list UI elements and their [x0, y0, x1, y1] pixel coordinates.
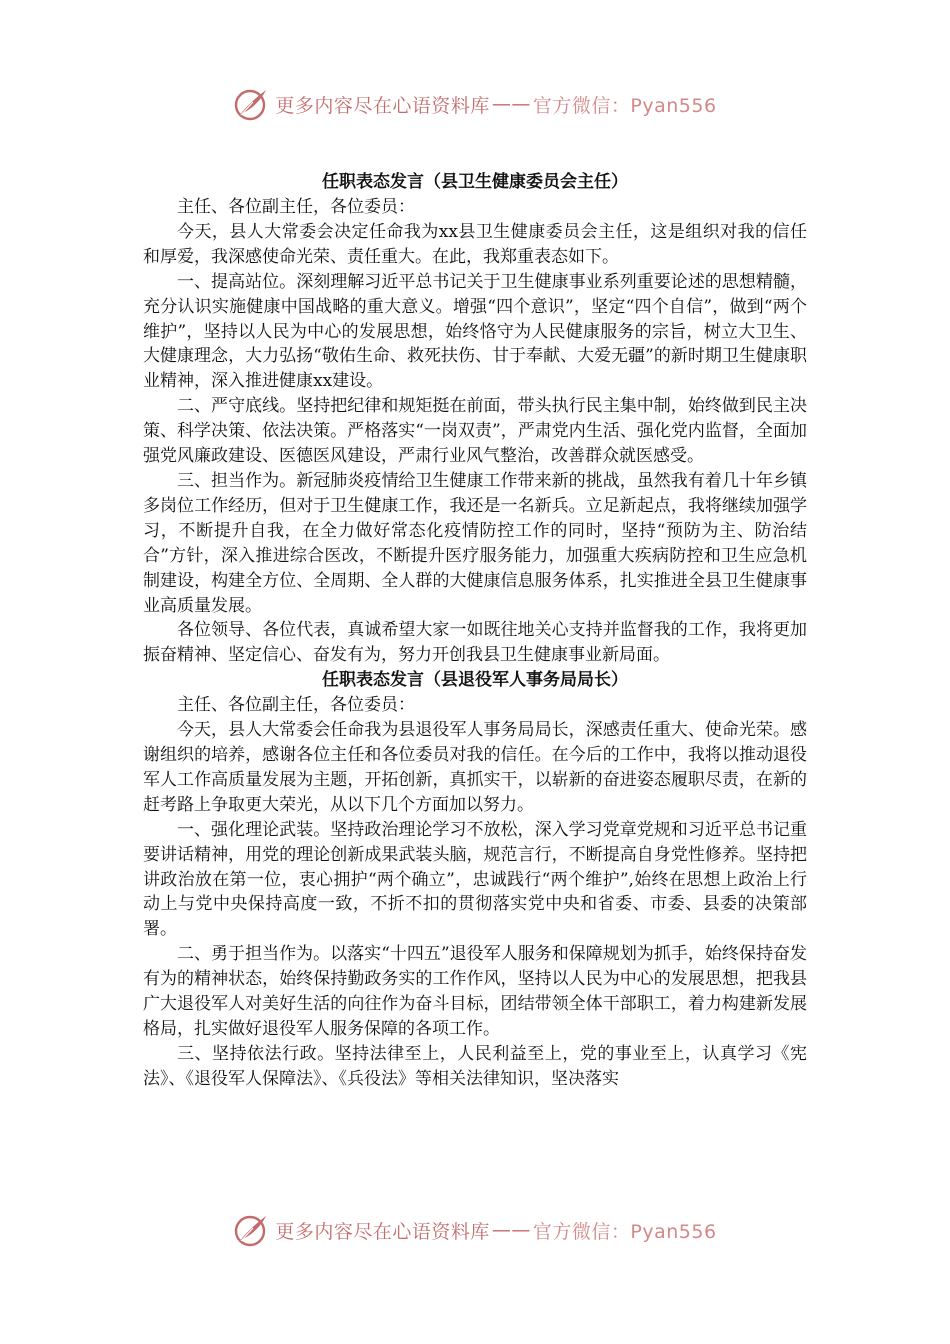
banner-contact-text: 官方微信：Pyan556 [532, 1220, 717, 1243]
document-body [143, 170, 807, 1092]
paragraph: 主任、各位副主任，各位委员： [177, 197, 415, 217]
banner-brand-text: 更多内容尽在心语资料库 [275, 94, 490, 117]
paragraph: 各位领导、各位代表，真诚希望大家一如既往地关心支持并监督我的工作，我将更加振奋精神、坚定信心、奋发有为，努力开创我县卫生健康事业新局面。 [143, 620, 807, 666]
banner-contact-text: 官方微信：Pyan556 [532, 94, 717, 117]
paragraph: 二、勇于担当作为。以落实“十四五”退役军人服务和保障规划为抓手，始终保持奋发有为的精神状态，始终保持勤政务实的工作作风，坚持以人民为中心的发展思想，把我县广大退役军人对美好生活的向往作为奋斗目标，团结带领全体干部职工，着力构建新发展格局，扎实做好退役军人服务保障的各项工作。 [143, 944, 807, 1039]
footer-banner [0, 1210, 950, 1250]
banner-separator: —— [491, 93, 531, 115]
paragraph: 今天，县人大常委会任命我为县退役军人事务局局长，深感责任重大、使命光荣。感谢组织的培养，感谢各位主任和各位委员对我的信任。在今后的工作中，我将以推动退役军人工作高质量发展为主题，开拓创新，真抓实干，以崭新的奋进姿态履职尽责，在新的赶考路上争取更大荣光，从以下几个方面加以努力。 [143, 720, 807, 815]
banner-brand-text: 更多内容尽在心语资料库 [275, 1220, 490, 1243]
paragraph: 一、提高站位。深刻理解习近平总书记关于卫生健康事业系列重要论述的思想精髓，充分认识实施健康中国战略的重大意义。增强“四个意识”，坚定“四个自信”，做到“两个维护”，坚持以人民为中心的发展思想，始终恪守为人民健康服务的宗旨，树立大卫生、大健康理念，大力弘扬“敬佑生命、救死扶伤、甘于奉献、大爱无疆”的新时期卫生健康职业精神，深入推进健康xx建设。 [143, 271, 807, 392]
paragraph: 三、坚持依法行政。坚持法律至上，人民利益至上，党的事业至上，认真学习《宪法》、《退役军人保障法》、《兵役法》等相关法律知识，坚决落实 [143, 1043, 807, 1089]
section-title: 任职表态发言（县卫生健康委员会主任） [322, 172, 628, 192]
quill-logo-icon [233, 1212, 269, 1248]
paragraph: 一、强化理论武装。坚持政治理论学习不放松，深入学习党章党规和习近平总书记重要讲话精神，用党的理论创新成果武装头脑，规范言行，不断提高自身党性修养。坚持把讲政治放在第一位，衷心拥护“两个确立”，忠诚践行“两个维护”,始终在思想上政治上行动上与党中央保持高度一致，不折不扣的贯彻落实党中央和省委、市委、县委的决策部署。 [143, 819, 807, 940]
banner-separator: —— [491, 1219, 531, 1241]
header-banner [0, 84, 950, 124]
speech-section-health [143, 170, 807, 668]
paragraph: 三、担当作为。新冠肺炎疫情给卫生健康工作带来新的挑战，虽然我有着几十年乡镇多岗位工作经历，但对于卫生健康工作，我还是一名新兵。立足新起点，我将继续加强学习，不断提升自我，在全力做好常态化疫情防控工作的同时，坚持“预防为主、防治结合”方针，深入推进综合医改，不断提升医疗服务能力，加强重大疾病防控和卫生应急机制建设，构建全方位、全周期、全人群的大健康信息服务体系，扎实推进全县卫生健康事业高质量发展。 [143, 470, 807, 616]
quill-logo-icon [233, 86, 269, 122]
section-title: 任职表态发言（县退役军人事务局局长） [322, 670, 628, 691]
paragraph: 主任、各位副主任，各位委员： [177, 695, 415, 716]
speech-section-veterans [143, 668, 807, 1092]
paragraph: 二、严守底线。坚持把纪律和规矩挺在前面，带头执行民主集中制，始终做到民主决策、科学决策、依法决策。严格落实“一岗双责”，严肃党内生活、强化党内监督，全面加强党风廉政建设、医德医风建设，严肃行业风气整治，改善群众就医感受。 [143, 396, 807, 467]
paragraph: 今天，县人大常委会决定任命我为xx县卫生健康委员会主任，这是组织对我的信任和厚爱，我深感使命光荣、责任重大。在此，我郑重表态如下。 [143, 221, 807, 267]
